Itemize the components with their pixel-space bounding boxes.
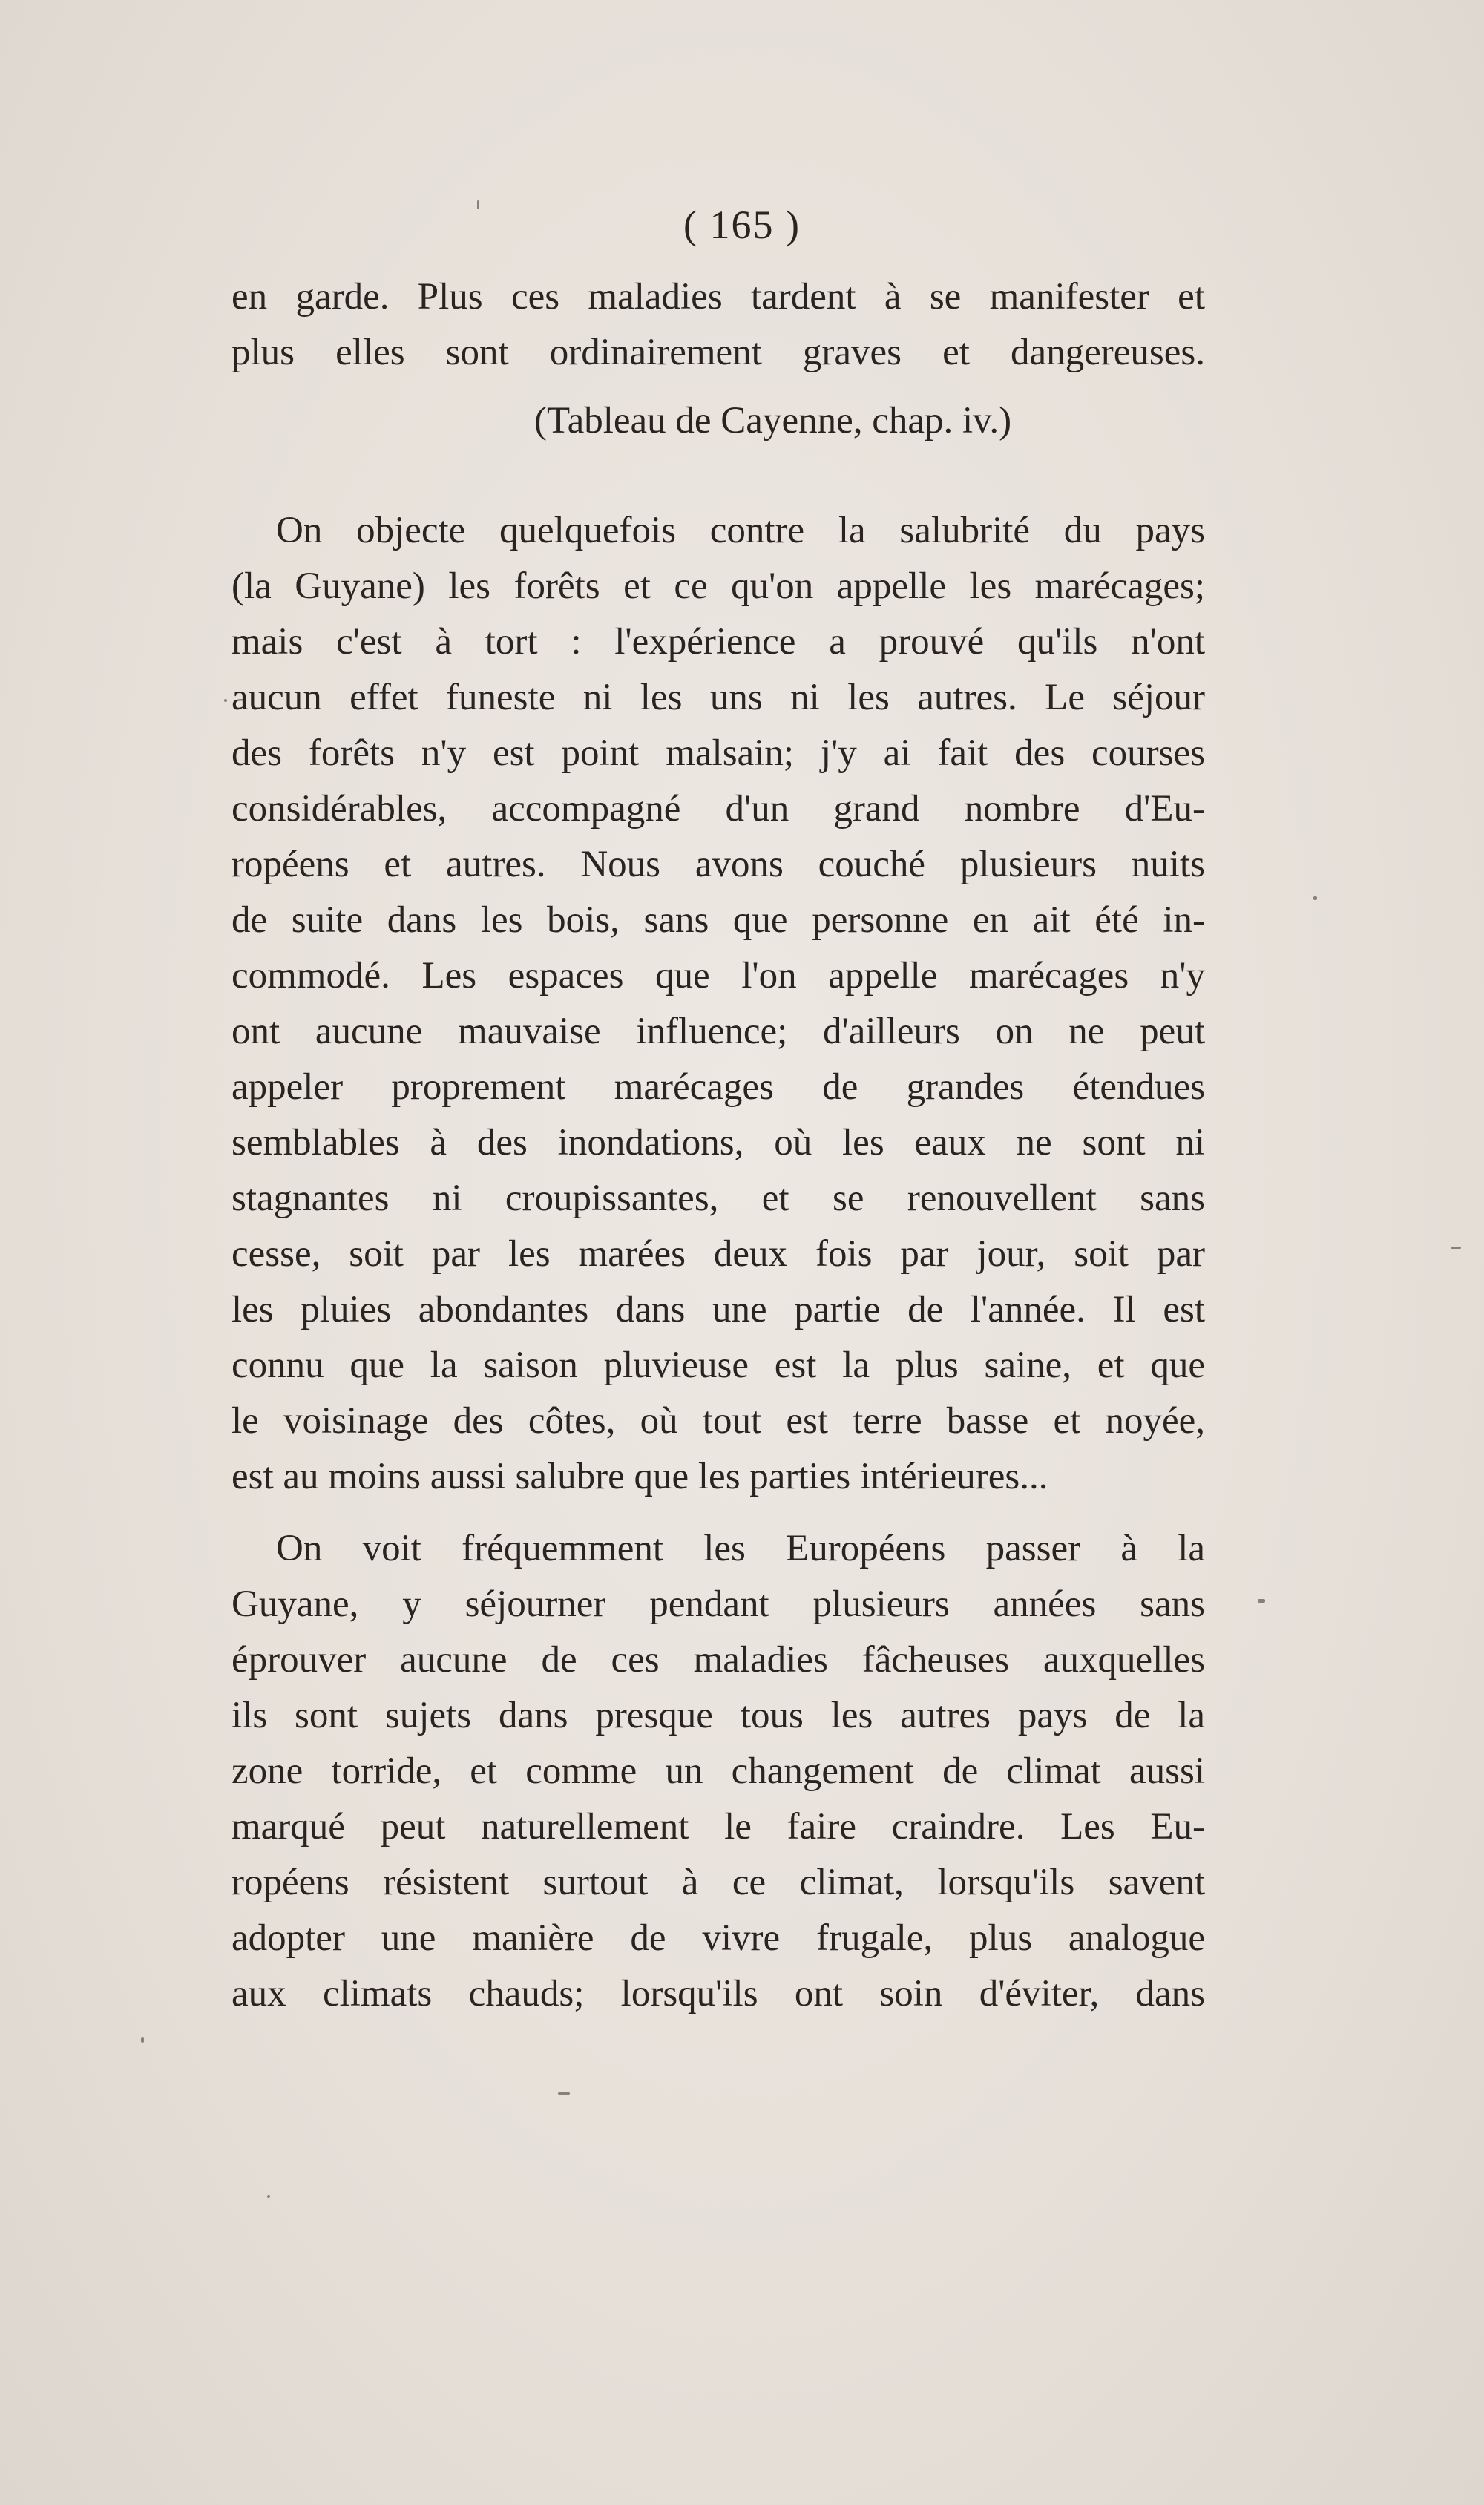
text-line: cesse, soit par les marées deux fois par jour, soit par <box>232 1233 1205 1275</box>
paper-speck <box>477 200 479 209</box>
text-line: On voit fréquemment les Européens passer à la <box>276 1528 1205 1569</box>
paragraph-salubrity <box>232 503 1205 1505</box>
text-line: ropéens et autres. Nous avons couché plusieurs nuits <box>232 844 1205 885</box>
text-line: ropéens résistent surtout à ce climat, lorsqu'ils savent <box>232 1862 1205 1903</box>
text-line: en garde. Plus ces maladies tardent à se manifester et <box>232 276 1205 318</box>
text-line: des forêts n'y est point malsain; j'y ai fait des courses <box>232 732 1205 774</box>
text-line: ils sont sujets dans presque tous les autres pays de la <box>232 1695 1205 1736</box>
text-line: appeler proprement marécages de grandes étendues <box>232 1066 1205 1108</box>
paper-speck <box>1451 1247 1461 1249</box>
text-line: (la Guyane) les forêts et ce qu'on appelle les marécages; <box>232 565 1205 607</box>
paragraph-europeans <box>232 1521 1205 2022</box>
paper-speck <box>558 2092 570 2095</box>
text-line: stagnantes ni croupissantes, et se renouvellent sans <box>232 1178 1205 1219</box>
paper-speck <box>267 2195 270 2198</box>
text-line: commodé. Les espaces que l'on appelle marécages n'y <box>232 955 1205 997</box>
text-line: adopter une manière de vivre frugale, plus analogue <box>232 1917 1205 1959</box>
text-line: est au moins aussi salubre que les parties intérieures... <box>232 1456 1048 1497</box>
text-line: éprouver aucune de ces maladies fâcheuses auxquelles <box>232 1639 1205 1681</box>
page-number: ( 165 ) <box>683 203 801 247</box>
text-line: aucun effet funeste ni les uns ni les autres. Le séjour <box>232 677 1205 718</box>
text-line: plus elles sont ordinairement graves et dangereuses. <box>232 332 1205 373</box>
text-line: ont aucune mauvaise influence; d'ailleurs on ne peut <box>232 1011 1205 1052</box>
citation: (Tableau de Cayenne, chap. iv.) <box>534 400 1012 441</box>
paragraph-continuation <box>232 269 1205 381</box>
text-line: semblables à des inondations, où les eaux ne sont ni <box>232 1122 1205 1163</box>
text-line: de suite dans les bois, sans que personne en ait été in- <box>232 899 1205 941</box>
paper-speck <box>141 2037 144 2043</box>
paper-speck <box>1313 896 1317 900</box>
text-line: marqué peut naturellement le faire craindre. Les Eu- <box>232 1806 1205 1848</box>
text-line: connu que la saison pluvieuse est la plus saine, et que <box>232 1345 1205 1386</box>
paper-speck <box>1258 1599 1265 1603</box>
text-line: zone torride, et comme un changement de climat aussi <box>232 1750 1205 1792</box>
text-line: le voisinage des côtes, où tout est terre basse et noyée, <box>232 1400 1205 1442</box>
text-line: On objecte quelquefois contre la salubrité du pays <box>276 510 1205 551</box>
text-line: considérables, accompagné d'un grand nombre d'Eu- <box>232 788 1205 830</box>
text-line: les pluies abondantes dans une partie de l'année. Il est <box>232 1289 1205 1330</box>
text-line: mais c'est à tort : l'expérience a prouvé qu'ils n'ont <box>232 621 1205 663</box>
text-line: aux climats chauds; lorsqu'ils ont soin d'éviter, dans <box>232 1973 1205 2015</box>
text-line: Guyane, y séjourner pendant plusieurs années sans <box>232 1583 1205 1625</box>
paper-speck <box>224 699 227 702</box>
